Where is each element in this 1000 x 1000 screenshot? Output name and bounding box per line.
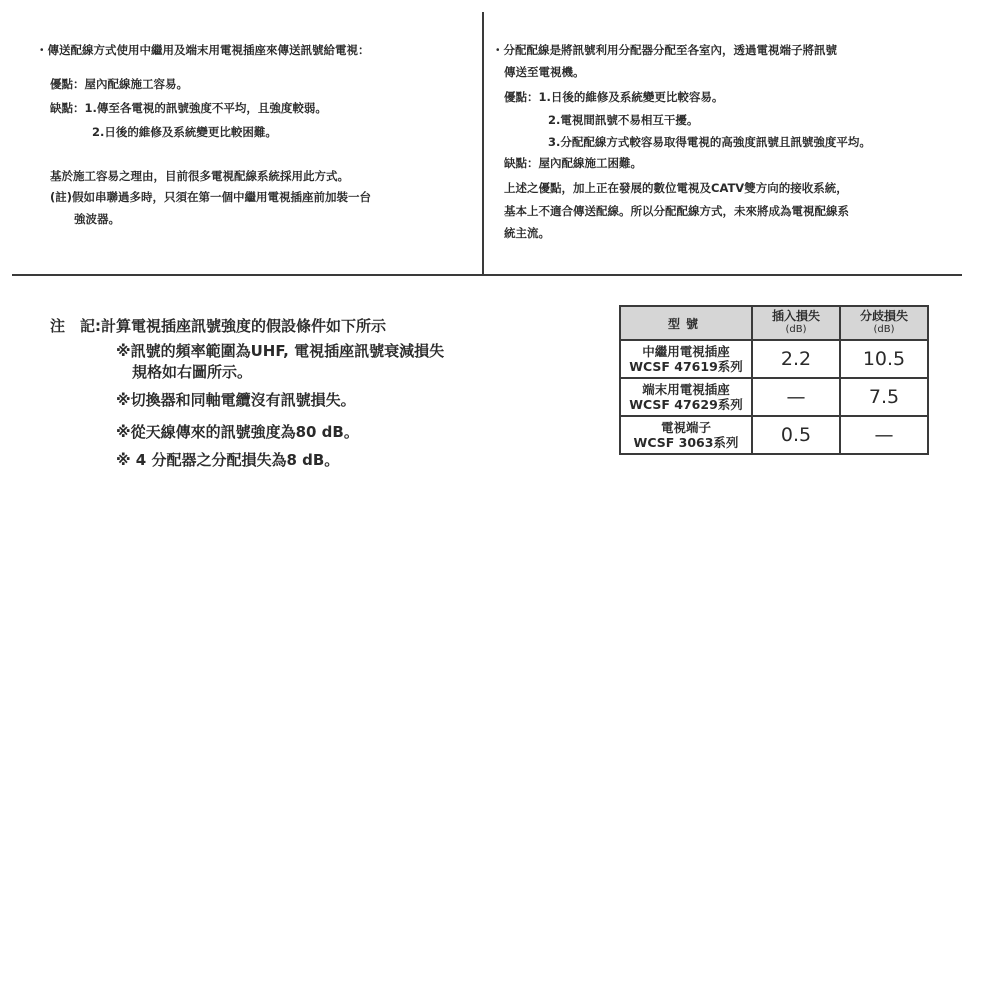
model-cell <box>620 378 752 416</box>
assumption-notes <box>50 310 570 480</box>
distribution-intro-1: ・分配配線是將訊號利用分配器分配至各室內，透過電視端子將訊號 <box>492 43 837 57</box>
distribution-summary-1: 上述之優點，加上正在發展的數位電視及CATV雙方向的接收系統， <box>504 181 848 195</box>
header-branch-loss <box>840 306 928 340</box>
table-row <box>620 416 928 454</box>
header-insertion-loss <box>752 306 840 340</box>
distribution-summary-2: 基本上不適合傳送配線。所以分配配線方式，未來將成為電視配線系 <box>504 204 849 218</box>
series-note-2: 強波器。 <box>74 212 120 226</box>
header-insertion-unit: (dB) <box>785 324 807 335</box>
branch-loss-value: 10.5 <box>840 340 928 378</box>
model-number: WCSF 3063系列 <box>633 435 739 450</box>
distribution-wiring-description <box>492 0 957 270</box>
note-item-1b: 規格如右圖所示。 <box>132 363 253 381</box>
model-cell <box>620 416 752 454</box>
branch-loss-value: 7.5 <box>840 378 928 416</box>
model-name: 中繼用電視插座 <box>642 344 730 359</box>
note-item-2: ※切換器和同軸電纜沒有訊號損失。 <box>116 391 356 409</box>
distribution-pros-3: 3.分配配線方式較容易取得電視的高強度訊號且訊號強度平均。 <box>548 135 871 149</box>
note-item-3: ※從天線傳來的訊號強度為80 dB。 <box>116 423 359 441</box>
insertion-loss-value: 2.2 <box>752 340 840 378</box>
distribution-pros-1: 優點：1.日後的維修及系統變更比較容易。 <box>504 90 724 104</box>
insertion-loss-value: — <box>752 378 840 416</box>
series-cons-1: 缺點：1.傳至各電視的訊號強度不平均，且強度較弱。 <box>50 101 327 115</box>
distribution-pros-2: 2.電視間訊號不易相互干擾。 <box>548 113 699 127</box>
series-reason: 基於施工容易之理由，目前很多電視配線系統採用此方式。 <box>50 169 349 183</box>
model-number: WCSF 47619系列 <box>629 359 743 374</box>
series-pros: 優點：屋內配線施工容易。 <box>50 77 188 91</box>
table-header-row <box>620 306 928 340</box>
distribution-intro-2: 傳送至電視機。 <box>504 65 585 79</box>
header-branch-label: 分歧損失 <box>859 309 908 323</box>
insertion-loss-value: 0.5 <box>752 416 840 454</box>
branch-loss-value: — <box>840 416 928 454</box>
header-branch-unit: (dB) <box>873 324 895 335</box>
series-intro: ・傳送配線方式使用中繼用及端末用電視插座來傳送訊號給電視： <box>36 43 370 57</box>
header-model: 型號 <box>620 306 752 340</box>
table-row <box>620 340 928 378</box>
note-item-1a: ※訊號的頻率範圍為UHF, 電視插座訊號衰減損失 <box>116 342 445 360</box>
distribution-cons: 缺點：屋內配線施工困難。 <box>504 156 642 170</box>
distribution-summary-3: 統主流。 <box>504 226 550 240</box>
model-name: 電視端子 <box>660 420 711 435</box>
column-divider <box>482 12 484 275</box>
model-name: 端末用電視插座 <box>642 382 730 397</box>
table-row <box>620 378 928 416</box>
note-item-4: ※ 4 分配器之分配損失為8 dB。 <box>116 451 340 469</box>
model-number: WCSF 47629系列 <box>629 397 743 412</box>
series-cons-2: 2.日後的維修及系統變更比較困難。 <box>92 125 277 139</box>
notes-title: 注 記:計算電視插座訊號強度的假設條件如下所示 <box>50 317 387 335</box>
model-cell <box>620 340 752 378</box>
attenuation-loss-table <box>619 305 929 455</box>
series-note-1: (註)假如串聯過多時，只須在第一個中繼用電視插座前加裝一台 <box>50 190 372 204</box>
section-divider <box>12 274 962 276</box>
series-wiring-description <box>36 0 476 270</box>
header-insertion-label: 插入損失 <box>771 309 820 323</box>
